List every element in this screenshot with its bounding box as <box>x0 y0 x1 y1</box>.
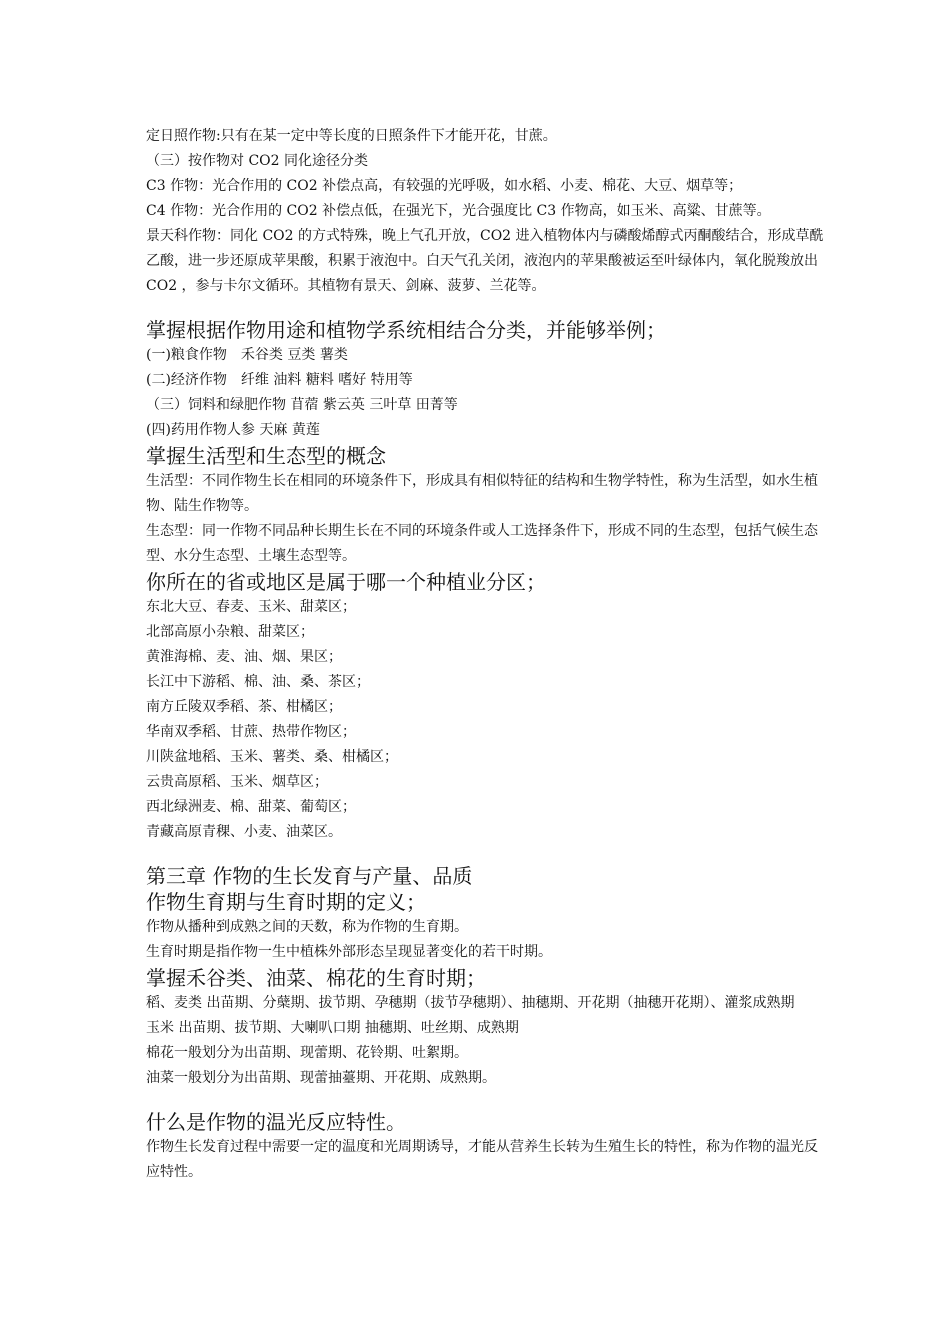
paragraph: 生态型：同一作物不同品种长期生长在不同的环境条件或人工选择条件下，形成不同的生态型，包括气候生态型、水分生态型、土壤生态型等。 <box>146 523 818 564</box>
section-co2-classification <box>146 124 826 299</box>
section-heading: 掌握根据作物用途和植物学系统相结合分类，并能够举例； <box>146 318 666 342</box>
list-item: 云贵高原稻、玉米、烟草区； <box>146 774 328 790</box>
paragraph: (四)药用作物人参 天麻 黄莲 <box>146 422 320 438</box>
paragraph: 定日照作物:只有在某一定中等长度的日照条件下才能开花，甘蔗。 <box>146 128 557 144</box>
paragraph: 景天科作物：同化 CO2 的方式特殊，晚上气孔开放，CO2 进入植物体内与磷酸烯醇式丙酮酸结合，形成草酰乙酸，进一步还原成苹果酸，积累于液泡中。白天气孔关闭，液泡内的苹果酸被运至叶绿体内，氧化脱羧放出 CO2 ，参与卡尔文循环。其植物有景天、剑麻、菠萝、兰花等。 <box>146 228 824 294</box>
section-heading: 作物生育期与生育时期的定义； <box>146 890 426 914</box>
paragraph: C4 作物：光合作用的 CO2 补偿点低，在强光下，光合强度比 C3 作物高，如玉米、高粱、甘蔗等。 <box>146 203 771 219</box>
section-planting-regions <box>146 569 826 845</box>
document-page <box>146 124 826 1185</box>
section-growth-periods <box>146 965 826 1091</box>
paragraph: （三）饲料和绿肥作物 苜蓿 紫云英 三叶草 田菁等 <box>146 397 458 413</box>
paragraph: C3 作物：光合作用的 CO2 补偿点高，有较强的光呼吸，如水稻、小麦、棉花、大豆、烟草等； <box>146 178 743 194</box>
paragraph: 棉花一般划分为出苗期、现蕾期、花铃期、吐絮期。 <box>146 1045 468 1061</box>
list-item: 黄淮海棉、麦、油、烟、果区； <box>146 649 342 665</box>
paragraph: 生活型：不同作物生长在相同的环境条件下，形成具有相似特征的结构和生物学特性，称为生活型，如水生植物、陆生作物等。 <box>146 473 818 514</box>
paragraph: 作物生长发育过程中需要一定的温度和光周期诱导，才能从营养生长转为生殖生长的特性，称为作物的温光反应特性。 <box>146 1139 818 1180</box>
paragraph: (一)粮食作物 禾谷类 豆类 薯类 <box>146 347 348 363</box>
list-item: 东北大豆、春麦、玉米、甜菜区； <box>146 599 356 615</box>
list-item: 华南双季稻、甘蔗、热带作物区； <box>146 724 356 740</box>
paragraph: 油菜一般划分为出苗期、现蕾抽薹期、开花期、成熟期。 <box>146 1070 496 1086</box>
list-item: 川陕盆地稻、玉米、薯类、桑、柑橘区； <box>146 749 398 765</box>
section-life-ecotype <box>146 443 826 569</box>
section-use-classification <box>146 317 826 443</box>
list-item: 长江中下游稻、棉、油、桑、茶区； <box>146 674 370 690</box>
list-item: 南方丘陵双季稻、茶、柑橘区； <box>146 699 342 715</box>
paragraph: (二)经济作物 纤维 油料 糖料 嗜好 特用等 <box>146 372 413 388</box>
paragraph: 生育时期是指作物一生中植株外部形态呈现显著变化的若干时期。 <box>146 944 552 960</box>
paragraph: 稻、麦类 出苗期、分蘖期、拔节期、孕穗期（拔节孕穗期）、抽穗期、开花期（抽穗开花期）、灌浆成熟期 <box>146 995 795 1011</box>
section-heading: 什么是作物的温光反应特性。 <box>146 1110 406 1134</box>
list-item: 北部高原小杂粮、甜菜区； <box>146 624 314 640</box>
section-photothermal <box>146 1109 826 1185</box>
section-heading: 掌握禾谷类、油菜、棉花的生育时期； <box>146 966 486 990</box>
paragraph: （三）按作物对 CO2 同化途径分类 <box>146 153 368 169</box>
section-heading: 掌握生活型和生态型的概念 <box>146 444 386 468</box>
paragraph: 玉米 出苗期、拔节期、大喇叭口期 抽穗期、吐丝期、成熟期 <box>146 1020 519 1036</box>
chapter-title: 第三章 作物的生长发育与产量、品质 <box>146 864 473 888</box>
list-item: 西北绿洲麦、棉、甜菜、葡萄区； <box>146 799 356 815</box>
list-item: 青藏高原青稞、小麦、油菜区。 <box>146 824 342 840</box>
section-chapter-three <box>146 863 826 965</box>
paragraph: 作物从播种到成熟之间的天数，称为作物的生育期。 <box>146 919 468 935</box>
section-heading: 你所在的省或地区是属于哪一个种植业分区； <box>146 570 546 594</box>
